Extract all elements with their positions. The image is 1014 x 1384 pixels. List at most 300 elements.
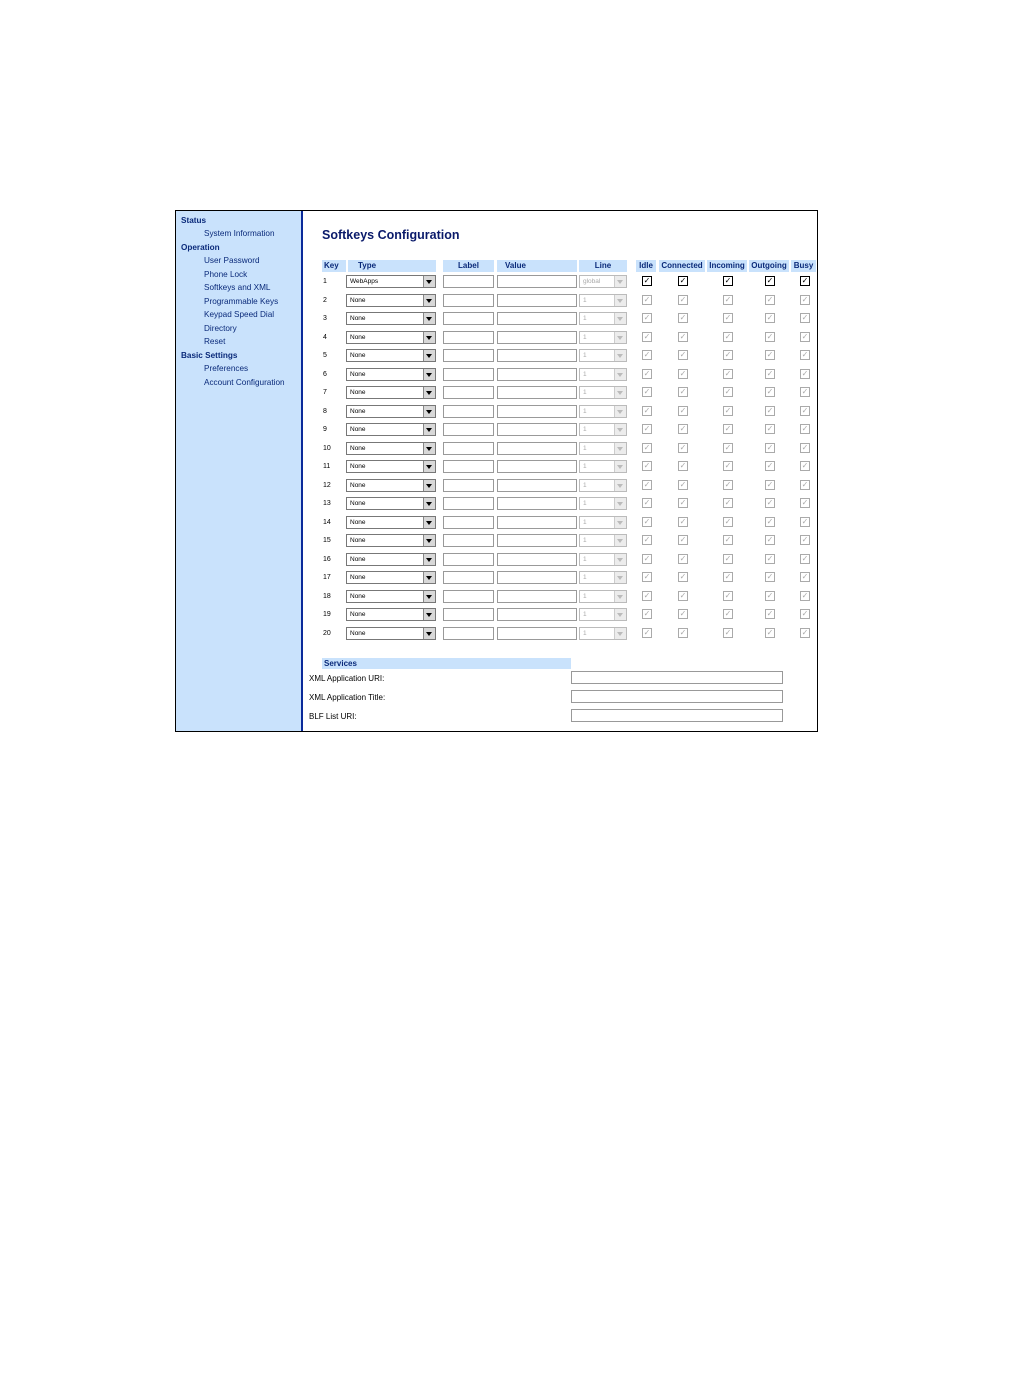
checkmark-icon: ✓ [679,572,687,581]
label-input[interactable] [443,423,494,436]
type-select-value: None [350,518,366,526]
main-panel [303,211,817,731]
idle-checkbox [642,387,652,397]
value-input[interactable] [497,479,577,492]
checkmark-icon: ✓ [643,424,651,433]
busy-checkbox [800,517,810,527]
services-header: Services [322,658,571,669]
value-input[interactable] [497,442,577,455]
chevron-down-icon[interactable] [423,609,435,620]
label-input[interactable] [443,312,494,325]
checkmark-icon: ✓ [766,405,774,415]
incoming-checkbox [723,332,733,342]
outgoing-checkbox [765,424,775,434]
label-input[interactable] [443,331,494,344]
line-select-value: 1 [583,389,587,396]
checkmark-icon: ✓ [724,294,732,304]
sidebar-item-directory[interactable]: Directory [204,324,237,333]
idle-checkbox [642,350,652,360]
label-input[interactable] [443,442,494,455]
incoming-checkbox [723,387,733,397]
type-select-value: None [350,611,366,618]
checkmark-icon: ✓ [679,609,687,618]
checkmark-icon: ✓ [766,368,774,378]
incoming-checkbox [723,591,733,601]
outgoing-checkbox [765,517,775,527]
type-select[interactable] [346,479,436,492]
type-select[interactable] [346,553,436,566]
incoming-checkbox [723,498,733,508]
value-input[interactable] [497,516,577,529]
chevron-down-icon [614,461,626,472]
checkmark-icon: ✓ [643,387,651,396]
connected-checkbox[interactable] [678,276,688,286]
xml-application-title-input[interactable] [571,690,783,703]
type-select[interactable] [346,312,436,325]
value-input[interactable] [497,627,577,640]
line-select-value: 1 [583,352,587,359]
outgoing-checkbox [765,628,775,638]
sidebar-item-programmable-keys[interactable]: Programmable Keys [204,297,279,306]
chevron-down-icon[interactable] [423,406,435,417]
outgoing-checkbox [765,350,775,360]
key-number: 4 [323,333,327,341]
type-select[interactable] [346,516,436,529]
sidebar-item-softkeys-and-xml[interactable]: Softkeys and XML [204,283,271,292]
sidebar-item-preferences[interactable]: Preferences [204,364,249,373]
busy-checkbox [800,609,810,619]
type-select-value: None [350,629,366,637]
value-input[interactable] [497,405,577,418]
line-select [579,553,627,566]
key-number: 7 [323,389,327,396]
chevron-down-icon[interactable] [423,591,435,602]
label-input[interactable] [443,627,494,640]
chevron-down-icon [614,276,626,287]
checkmark-icon: ✓ [766,516,774,526]
checkmark-icon: ✓ [679,498,687,507]
outgoing-checkbox [765,572,775,582]
line-select [579,386,627,399]
chevron-down-icon[interactable] [423,572,435,583]
outgoing-checkbox [765,535,775,545]
label-input[interactable] [443,349,494,362]
chevron-down-icon[interactable] [423,498,435,509]
connected-checkbox [678,572,688,582]
value-input[interactable] [497,275,577,288]
outgoing-checkbox [765,609,775,619]
line-select-value: 1 [583,444,587,452]
checkmark-icon: ✓ [724,479,732,489]
type-select[interactable] [346,460,436,473]
idle-checkbox [642,461,652,471]
chevron-down-icon [614,350,626,361]
chevron-down-icon[interactable] [423,313,435,324]
type-select[interactable] [346,275,436,288]
outgoing-checkbox [765,443,775,453]
value-input[interactable] [497,571,577,584]
connected-checkbox [678,406,688,416]
chevron-down-icon[interactable] [423,628,435,639]
busy-checkbox [800,443,810,453]
key-number: 10 [323,444,331,452]
checkmark-icon: ✓ [766,461,774,470]
type-select-value: None [350,500,366,507]
chevron-down-icon[interactable] [423,443,435,454]
incoming-checkbox [723,369,733,379]
connected-checkbox [678,295,688,305]
outgoing-checkbox [765,295,775,305]
busy-checkbox [800,572,810,582]
type-select-value: None [350,389,366,396]
line-select [579,368,627,381]
value-input[interactable] [497,423,577,436]
value-input[interactable] [497,386,577,399]
sidebar-item-phone-lock[interactable]: Phone Lock [204,270,248,279]
checkmark-icon: ✓ [643,350,651,359]
col-header-label: Label [443,260,494,272]
type-select-value: None [350,296,366,304]
chevron-down-icon[interactable] [423,535,435,546]
sidebar-nav [176,211,303,731]
label-input[interactable] [443,534,494,547]
idle-checkbox [642,332,652,342]
connected-checkbox [678,554,688,564]
type-select-value: None [350,481,366,489]
line-select[interactable] [579,275,627,288]
checkmark-icon: ✓ [801,535,809,544]
checkmark-icon: ✓ [643,627,651,637]
xml-application-uri-input[interactable] [571,671,783,684]
chevron-down-icon [614,480,626,491]
type-select[interactable] [346,497,436,510]
busy-checkbox [800,369,810,379]
chevron-down-icon [614,628,626,639]
value-input[interactable] [497,312,577,325]
type-select-value: WebApps [350,278,379,285]
type-select[interactable] [346,442,436,455]
checkmark-icon: ✓ [724,442,732,452]
connected-checkbox [678,628,688,638]
busy-checkbox[interactable] [800,276,810,286]
label-input[interactable] [443,608,494,621]
chevron-down-icon[interactable] [423,350,435,361]
checkmark-icon: ✓ [724,405,732,415]
checkmark-icon: ✓ [801,368,809,378]
busy-checkbox [800,424,810,434]
busy-checkbox [800,498,810,508]
value-input[interactable] [497,460,577,473]
incoming-checkbox [723,609,733,619]
value-input[interactable] [497,497,577,510]
chevron-down-icon [614,517,626,528]
connected-checkbox [678,443,688,453]
busy-checkbox [800,332,810,342]
type-select-value: None [350,592,366,600]
col-header-outgoing: Outgoing [749,260,789,272]
label-input[interactable] [443,386,494,399]
type-select[interactable] [346,386,436,399]
xml-application-uri-label: XML Application URI: [309,674,385,683]
line-select-value: 1 [583,315,587,322]
checkmark-icon: ✓ [724,572,732,581]
checkmark-icon: ✓ [766,294,774,304]
label-input[interactable] [443,405,494,418]
checkmark-icon: ✓ [724,331,732,341]
connected-checkbox [678,461,688,471]
idle-checkbox [642,591,652,601]
checkmark-icon: ✓ [643,405,651,415]
idle-checkbox [642,369,652,379]
label-input[interactable] [443,294,494,307]
label-input[interactable] [443,497,494,510]
type-select[interactable] [346,349,436,362]
table-row [303,571,817,586]
outgoing-checkbox [765,480,775,490]
idle-checkbox [642,609,652,619]
value-input[interactable] [497,349,577,362]
line-select [579,479,627,492]
chevron-down-icon [614,572,626,583]
type-select[interactable] [346,590,436,603]
label-input[interactable] [443,479,494,492]
line-select [579,590,627,603]
col-header-incoming: Incoming [707,260,747,272]
checkmark-icon: ✓ [801,442,809,452]
value-input[interactable] [497,534,577,547]
sidebar-item-user-password[interactable]: User Password [204,256,260,265]
key-number: 2 [323,296,327,304]
connected-checkbox [678,424,688,434]
connected-checkbox [678,498,688,508]
chevron-down-icon[interactable] [423,276,435,287]
checkmark-icon: ✓ [724,627,732,637]
col-header-type: Type [348,260,436,272]
chevron-down-icon[interactable] [423,424,435,435]
checkmark-icon: ✓ [724,498,732,507]
idle-checkbox [642,406,652,416]
table-row [303,368,817,383]
incoming-checkbox [723,295,733,305]
idle-checkbox [642,554,652,564]
busy-checkbox [800,535,810,545]
label-input[interactable] [443,553,494,566]
checkmark-icon: ✓ [766,331,774,341]
key-number: 12 [323,481,331,489]
line-select-value: 1 [583,574,587,581]
col-header-line: Line [579,260,627,272]
chevron-down-icon[interactable] [423,554,435,565]
type-select-value: None [350,426,366,433]
label-input[interactable] [443,590,494,603]
idle-checkbox [642,498,652,508]
line-select-value: 1 [583,518,587,526]
line-select-value: 1 [583,463,587,470]
table-row [303,627,817,642]
table-row [303,479,817,494]
checkmark-icon: ✓ [679,461,687,470]
connected-checkbox [678,591,688,601]
busy-checkbox [800,628,810,638]
busy-checkbox [800,480,810,490]
line-select-value: global [583,278,601,285]
checkmark-icon: ✓ [801,516,809,526]
chevron-down-icon[interactable] [423,517,435,528]
checkmark-icon: ✓ [679,405,687,415]
chevron-down-icon[interactable] [423,332,435,343]
idle-checkbox [642,517,652,527]
line-select [579,405,627,418]
key-number: 5 [323,352,327,359]
checkmark-icon: ✓ [643,553,651,563]
value-input[interactable] [497,608,577,621]
connected-checkbox [678,313,688,323]
type-select[interactable] [346,534,436,547]
value-input[interactable] [497,294,577,307]
checkmark-icon: ✓ [643,609,651,618]
checkmark-icon: ✓ [643,590,651,600]
checkmark-icon: ✓ [801,350,809,359]
table-row [303,423,817,438]
type-select[interactable] [346,608,436,621]
label-input[interactable] [443,460,494,473]
key-number: 15 [323,537,331,544]
type-select[interactable] [346,571,436,584]
checkmark-icon: ✓ [679,331,687,341]
checkmark-icon: ✓ [679,553,687,563]
busy-checkbox [800,295,810,305]
line-select-value: 1 [583,611,587,618]
checkmark-icon: ✓ [724,313,732,322]
type-select[interactable] [346,294,436,307]
col-header-value: Value [497,260,577,272]
incoming-checkbox [723,443,733,453]
table-row [303,294,817,309]
chevron-down-icon[interactable] [423,480,435,491]
line-select-value: 1 [583,370,587,378]
checkmark-icon: ✓ [679,442,687,452]
type-select-value: None [350,370,366,378]
value-input[interactable] [497,553,577,566]
type-select[interactable] [346,405,436,418]
checkmark-icon: ✓ [724,590,732,600]
outgoing-checkbox [765,332,775,342]
blf-list-uri-input[interactable] [571,709,783,722]
sidebar-item-reset[interactable]: Reset [204,337,226,346]
table-row [303,460,817,475]
key-number: 6 [323,370,327,378]
chevron-down-icon [614,332,626,343]
line-select-value: 1 [583,537,587,544]
checkmark-icon: ✓ [643,479,651,489]
checkmark-icon: ✓ [679,424,687,433]
key-number: 8 [323,407,327,415]
line-select [579,423,627,436]
busy-checkbox [800,387,810,397]
busy-checkbox [800,313,810,323]
checkmark-icon: ✓ [724,276,732,285]
checkmark-icon: ✓ [643,331,651,341]
type-select[interactable] [346,368,436,381]
checkmark-icon: ✓ [643,368,651,378]
type-select[interactable] [346,423,436,436]
type-select-value: None [350,463,366,470]
checkmark-icon: ✓ [766,553,774,563]
line-select [579,571,627,584]
label-input[interactable] [443,275,494,288]
sidebar-section-status: Status [181,216,207,225]
checkmark-icon: ✓ [724,424,732,433]
type-select[interactable] [346,627,436,640]
value-input[interactable] [497,590,577,603]
col-header-connected: Connected [659,260,705,272]
chevron-down-icon[interactable] [423,387,435,398]
type-select-value: None [350,352,366,359]
checkmark-icon: ✓ [766,535,774,544]
outgoing-checkbox [765,369,775,379]
checkmark-icon: ✓ [643,498,651,507]
chevron-down-icon [614,535,626,546]
busy-checkbox [800,591,810,601]
checkmark-icon: ✓ [679,368,687,378]
idle-checkbox[interactable] [642,276,652,286]
page-title: Softkeys Configuration [322,228,460,242]
chevron-down-icon[interactable] [423,369,435,380]
checkmark-icon: ✓ [724,553,732,563]
sidebar-item-account-configuration[interactable]: Account Configuration [204,378,285,387]
chevron-down-icon [614,313,626,324]
chevron-down-icon [614,443,626,454]
checkmark-icon: ✓ [801,479,809,489]
sidebar-item-keypad-speed-dial[interactable]: Keypad Speed Dial [204,310,275,319]
checkmark-icon: ✓ [643,535,651,544]
label-input[interactable] [443,368,494,381]
key-number: 20 [323,629,331,637]
incoming-checkbox [723,554,733,564]
sidebar-item-system-information[interactable]: System Information [204,229,275,238]
connected-checkbox [678,387,688,397]
chevron-down-icon[interactable] [423,461,435,472]
key-number: 18 [323,592,331,600]
value-input[interactable] [497,368,577,381]
checkmark-icon: ✓ [724,350,732,359]
outgoing-checkbox[interactable] [765,276,775,286]
checkmark-icon: ✓ [766,276,774,285]
checkmark-icon: ✓ [801,553,809,563]
checkmark-icon: ✓ [801,498,809,507]
checkmark-icon: ✓ [679,387,687,396]
busy-checkbox [800,461,810,471]
key-number: 17 [323,574,331,581]
incoming-checkbox[interactable] [723,276,733,286]
checkmark-icon: ✓ [724,368,732,378]
type-select[interactable] [346,331,436,344]
line-select-value: 1 [583,592,587,600]
outgoing-checkbox [765,498,775,508]
value-input[interactable] [497,331,577,344]
table-row [303,553,817,568]
checkmark-icon: ✓ [766,590,774,600]
line-select-value: 1 [583,500,587,507]
checkmark-icon: ✓ [724,609,732,618]
label-input[interactable] [443,516,494,529]
checkmark-icon: ✓ [801,461,809,470]
checkmark-icon: ✓ [724,387,732,396]
checkmark-icon: ✓ [679,590,687,600]
chevron-down-icon[interactable] [423,295,435,306]
label-input[interactable] [443,571,494,584]
incoming-checkbox [723,350,733,360]
